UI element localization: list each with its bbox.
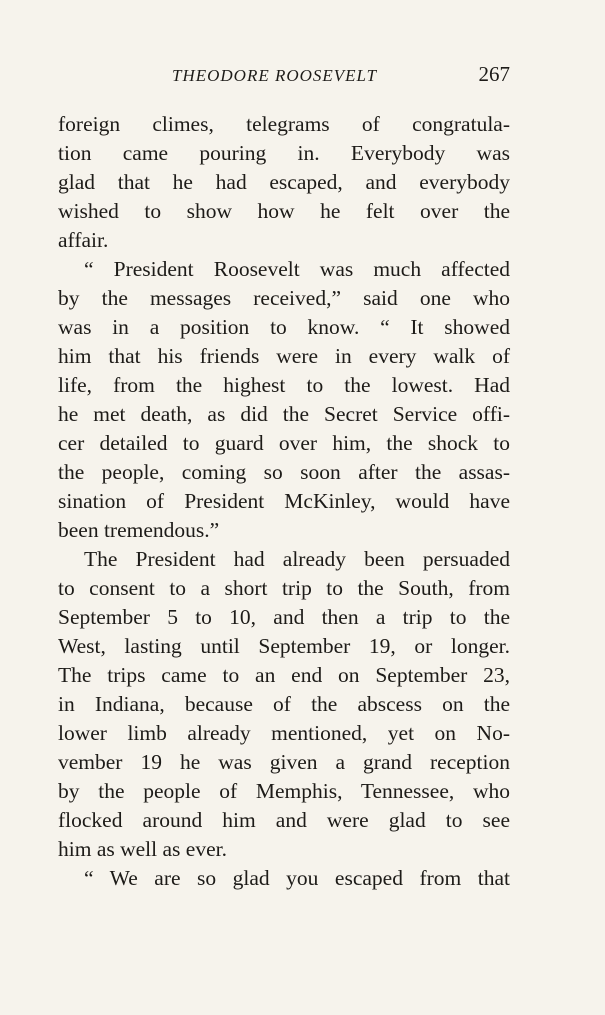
text-line: West, lasting until September 19, or longer.: [58, 634, 510, 658]
text-line: been tremendous.”: [58, 518, 220, 542]
text-line: by the people of Memphis, Tennessee, who: [58, 779, 510, 803]
text-line: to consent to a short trip to the South, from: [58, 576, 510, 600]
page-number: 267: [478, 62, 510, 86]
text-line: The President had already been persuaded: [84, 547, 510, 571]
running-head-title: THEODORE ROOSEVELT: [172, 66, 378, 85]
text-line: affair.: [58, 228, 109, 252]
text-line: him as well as ever.: [58, 837, 227, 861]
text-line: September 5 to 10, and then a trip to the: [58, 605, 510, 629]
text-line: tion came pouring in. Everybody was: [58, 141, 510, 165]
text-line: foreign climes, telegrams of congratula-: [58, 112, 510, 136]
text-line: flocked around him and were glad to see: [58, 808, 510, 832]
text-line: cer detailed to guard over him, the shock to: [58, 431, 510, 455]
text-line: was in a position to know. “ It showed: [58, 315, 510, 339]
text-line: life, from the highest to the lowest. Had: [58, 373, 510, 397]
body-text: [58, 110, 510, 893]
text-line: sination of President McKinley, would have: [58, 489, 510, 513]
text-line: glad that he had escaped, and everybody: [58, 170, 510, 194]
text-line: by the messages received,” said one who: [58, 286, 510, 310]
text-line: The trips came to an end on September 23,: [58, 663, 510, 687]
text-line: “ We are so glad you escaped from that: [84, 866, 510, 890]
text-line: he met death, as did the Secret Service offi-: [58, 402, 510, 426]
text-line: the people, coming so soon after the assas-: [58, 460, 510, 484]
text-line: in Indiana, because of the abscess on the: [58, 692, 510, 716]
text-line: wished to show how he felt over the: [58, 199, 510, 223]
text-line: lower limb already mentioned, yet on No-: [58, 721, 510, 745]
text-line: “ President Roosevelt was much affected: [84, 257, 510, 281]
text-line: vember 19 he was given a grand reception: [58, 750, 510, 774]
running-head: [58, 62, 510, 90]
text-line: him that his friends were in every walk of: [58, 344, 510, 368]
